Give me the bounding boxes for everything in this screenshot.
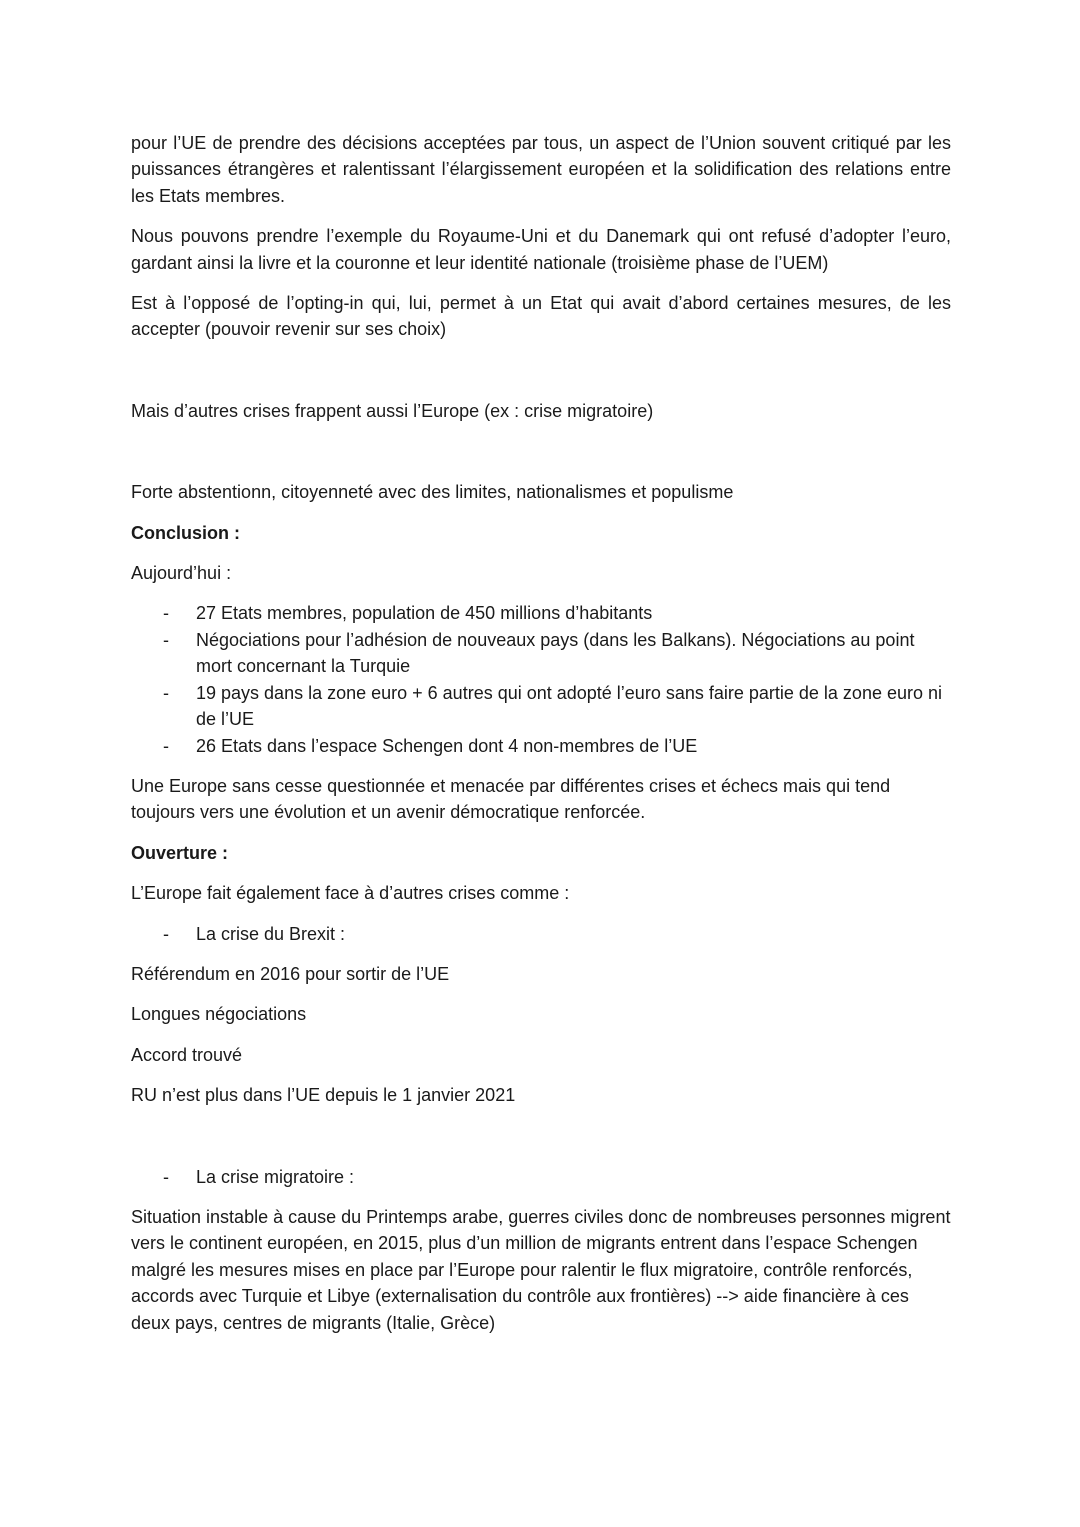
ouverture-intro: L’Europe fait également face à d’autres crises comme : [131, 883, 570, 904]
brexit-line: Référendum en 2016 pour sortir de l’UE [131, 963, 450, 984]
dash-bullet: - [163, 923, 169, 944]
list-item [131, 1164, 951, 1190]
brexit-line: RU n’est plus dans l’UE depuis le 1 janvier 2021 [131, 1085, 516, 1106]
ouverture-heading: Ouverture : [131, 842, 229, 863]
conclusion-heading: Conclusion : [131, 522, 240, 543]
brexit-line: Longues négociations [131, 1004, 307, 1025]
migration-list [131, 1164, 951, 1190]
list-item: - 19 pays dans la zone euro + 6 autres qui ont adopté l’euro sans faire partie de la zone euro ni de l’UE [131, 680, 951, 733]
migration-paragraph: Situation instable à cause du Printemps arabe, guerres civiles donc de nombreuses personnes migrent vers le continent européen, en 2015, plus d’un million de migrants entrent dans l’espace Schengen malgré les mesures mises en place par l’Europe pour ralentir le flux migratoire, contrôle renforcés, accords avec Turquie et Libye (externalisation du contrôle aux frontières) --> aide financière à ces deux pays, centres de migrants (Italie, Grèce) [131, 1206, 951, 1333]
dash-bullet: - [163, 1166, 169, 1187]
dash-bullet: - [163, 629, 169, 650]
dash-bullet: - [163, 682, 169, 703]
document-page [131, 130, 951, 1336]
conclusion-list [131, 600, 951, 758]
paragraph-uk-denmark-example: Nous pouvons prendre l’exemple du Royaume-Uni et du Danemark qui ont refusé d’adopter l’euro, gardant ainsi la livre et la couronne et leur identité nationale (troisième phase de l’UEM) [131, 226, 951, 273]
brexit-list [131, 921, 951, 947]
paragraph-unanimity: pour l’UE de prendre des décisions acceptées par tous, un aspect de l’Union souvent critiqué par les puissances étrangères et ralentissant l’élargissement européen et la solidification des relations entre les Etats membres. [131, 133, 951, 206]
list-item: - 27 Etats membres, population de 450 millions d’habitants [131, 600, 951, 626]
dash-bullet: - [163, 603, 169, 624]
paragraph-abstention: Forte abstentionn, citoyenneté avec des limites, nationalismes et populisme [131, 482, 734, 503]
paragraph-other-crises: Mais d’autres crises frappent aussi l’Europe (ex : crise migratoire) [131, 400, 654, 421]
list-item [131, 921, 951, 947]
paragraph-opting-in: Est à l’opposé de l’opting-in qui, lui, permet à un Etat qui avait d’abord certaines mesures, de les accepter (pouvoir revenir sur ses choix) [131, 293, 951, 340]
conclusion-summary: Une Europe sans cesse questionnée et menacée par différentes crises et échecs mais qui tend toujours vers une évolution et un avenir démocratique renforcée. [131, 775, 891, 823]
migration-label: La crise migratoire : [196, 1166, 355, 1187]
brexit-line: Accord trouvé [131, 1044, 243, 1065]
brexit-label: La crise du Brexit : [196, 923, 346, 944]
dash-bullet: - [163, 735, 169, 756]
list-item: - Négociations pour l’adhésion de nouveaux pays (dans les Balkans). Négociations au point mort concernant la Turquie [131, 627, 951, 680]
list-item: - 26 Etats dans l’espace Schengen dont 4 non-membres de l’UE [131, 733, 951, 759]
conclusion-intro: Aujourd’hui : [131, 563, 232, 584]
